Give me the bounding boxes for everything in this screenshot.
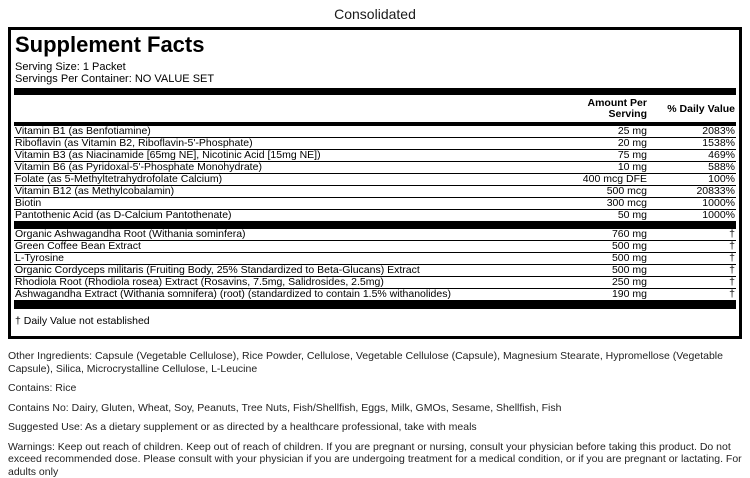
vitamins-section: [14, 126, 736, 221]
daily-value-percent: 1000%: [647, 210, 735, 221]
botanicals-section: [14, 229, 736, 300]
daily-value-percent: 100%: [647, 174, 735, 185]
ingredient-name: Vitamin B1 (as Benfotiamine): [15, 126, 567, 137]
ingredient-name: Vitamin B3 (as Niacinamide [65mg NE], Nicotinic Acid [15mg NE]): [15, 150, 567, 161]
ingredient-name: Ashwagandha Extract (Withania somnifera) (root) (standardized to contain 1.5% withanolides): [15, 289, 567, 300]
daily-value-percent: 20833%: [647, 186, 735, 197]
contains-text: Contains: Rice: [8, 382, 742, 395]
amount-per-serving-value: 250 mg: [567, 277, 647, 288]
table-row: [14, 210, 736, 221]
contains-no-text: Contains No: Dairy, Gluten, Wheat, Soy, Peanuts, Tree Nuts, Fish/Shellfish, Eggs, Milk, GMOs, Sesame, Shellfish, Fish: [8, 402, 742, 415]
ingredient-name: Biotin: [15, 198, 567, 209]
ingredient-name: Vitamin B6 (as Pyridoxal-5'-Phosphate Monohydrate): [15, 162, 567, 173]
amount-per-serving-value: 300 mcg: [567, 198, 647, 209]
servings-per-container: Servings Per Container: NO VALUE SET: [15, 73, 736, 85]
daily-value-percent: 1000%: [647, 198, 735, 209]
amount-per-serving-value: 760 mg: [567, 229, 647, 240]
ingredient-name: Organic Ashwagandha Root (Withania sominfera): [15, 229, 567, 240]
ingredient-name: Rhodiola Root (Rhodiola rosea) Extract (Rosavins, 7.5mg, Salidrosides, 2.5mg): [15, 277, 567, 288]
serving-size: Serving Size: 1 Packet: [15, 61, 736, 73]
daily-value-percent: †: [647, 277, 735, 288]
daily-value-percent: †: [647, 289, 735, 300]
amount-per-serving-value: 500 mg: [567, 241, 647, 252]
amount-per-serving-value: 500 mcg: [567, 186, 647, 197]
divider-thick-bottom: [14, 300, 736, 309]
daily-value-percent: 1538%: [647, 138, 735, 149]
daily-value-percent: †: [647, 253, 735, 264]
label-footer: [8, 350, 742, 478]
amount-per-serving-value: 400 mcg DFE: [567, 174, 647, 185]
suggested-use-text: Suggested Use: As a dietary supplement or as directed by a healthcare professional, take with meals: [8, 421, 742, 434]
daily-value-percent: †: [647, 241, 735, 252]
amount-per-serving-value: 25 mg: [567, 126, 647, 137]
ingredient-name: Folate (as 5-Methyltetrahydrofolate Calcium): [15, 174, 567, 185]
ingredient-name: Pantothenic Acid (as D-Calcium Pantothenate): [15, 210, 567, 221]
daily-value-percent: 588%: [647, 162, 735, 173]
amount-per-serving-value: 20 mg: [567, 138, 647, 149]
page-title: Consolidated: [0, 0, 750, 27]
daily-value-percent: 469%: [647, 150, 735, 161]
table-row: [14, 289, 736, 300]
daily-value-percent: †: [647, 265, 735, 276]
amount-per-serving-value: 10 mg: [567, 162, 647, 173]
amount-per-serving-value: 50 mg: [567, 210, 647, 221]
daily-value-percent: 2083%: [647, 126, 735, 137]
ingredient-name: Vitamin B12 (as Methylcobalamin): [15, 186, 567, 197]
daily-value-percent: †: [647, 229, 735, 240]
amount-per-serving-value: 190 mg: [567, 289, 647, 300]
ingredient-name: Riboflavin (as Vitamin B2, Riboflavin-5'-Phosphate): [15, 138, 567, 149]
column-headers: [14, 95, 736, 122]
divider-thick-top: [14, 88, 736, 95]
ingredient-name: Organic Cordyceps militaris (Fruiting Body, 25% Standardized to Beta-Glucans) Extract: [15, 265, 567, 276]
supplement-facts-panel: [8, 27, 742, 339]
ingredient-name: Green Coffee Bean Extract: [15, 241, 567, 252]
amount-per-serving-value: 75 mg: [567, 150, 647, 161]
column-header-daily-value: % Daily Value: [647, 104, 735, 115]
other-ingredients-text: Other Ingredients: Capsule (Vegetable Cellulose), Rice Powder, Cellulose, Vegetable Cellulose (Capsule), Magnesium Stearate, Hypromellose (Vegetable Capsule), Silica, Microcrystalline Cellulose, L-Leucine: [8, 350, 742, 375]
supplement-facts-heading: Supplement Facts: [15, 33, 736, 56]
warnings-text: Warnings: Keep out reach of children. Keep out of reach of children. If you are pregnant or nursing, consult your physician before taking this product. Do not exceed recommended dose. Please consult with your physician if you are undergoing treatment for a medical condition, or if you are pregnant or lactating. For adults only: [8, 441, 742, 478]
ingredient-name: L-Tyrosine: [15, 253, 567, 264]
daily-value-footnote: † Daily Value not established: [14, 309, 736, 336]
column-header-amount: Amount Per Serving: [567, 98, 647, 120]
amount-per-serving-value: 500 mg: [567, 253, 647, 264]
amount-per-serving-value: 500 mg: [567, 265, 647, 276]
